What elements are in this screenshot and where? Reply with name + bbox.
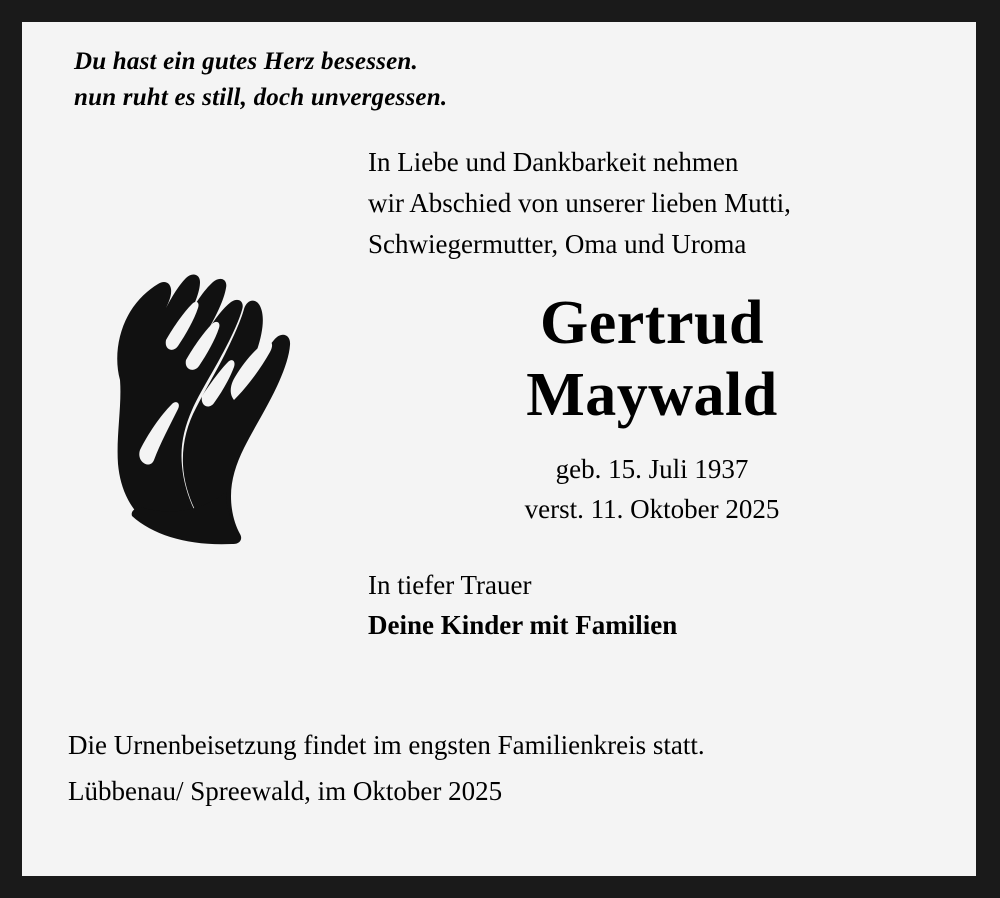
death-date: verst. 11. Oktober 2025	[524, 494, 780, 524]
intro-line-1: In Liebe und Dankbarkeit nehmen	[368, 147, 739, 177]
mourning-from: Deine Kinder mit Familien	[368, 610, 678, 640]
deceased-name	[352, 287, 952, 431]
intro-line-2: wir Abschied von unserer lieben Mutti,	[368, 188, 791, 218]
funeral-info: Die Urnenbeisetzung findet im engsten Familienkreis statt.	[68, 730, 705, 760]
last-name: Maywald	[526, 361, 778, 429]
verse-line-1: Du hast ein gutes Herz besessen.	[74, 48, 418, 75]
mourning-block	[368, 565, 952, 645]
footer-block	[68, 722, 948, 814]
place-and-date: Lübbenau/ Spreewald, im Oktober 2025	[68, 776, 503, 806]
mourning-intro: In tiefer Trauer	[368, 570, 532, 600]
praying-hands-icon	[74, 220, 314, 550]
verse-block	[74, 44, 447, 116]
first-name: Gertrud	[540, 289, 764, 357]
main-text-column	[352, 142, 952, 645]
verse-line-2: nun ruht es still, doch unvergessen.	[74, 84, 448, 111]
intro-block	[368, 142, 952, 265]
birth-date: geb. 15. Juli 1937	[555, 454, 749, 484]
life-dates	[352, 449, 952, 529]
intro-line-3: Schwiegermutter, Oma und Uroma	[368, 229, 747, 259]
notice-paper	[22, 22, 976, 876]
